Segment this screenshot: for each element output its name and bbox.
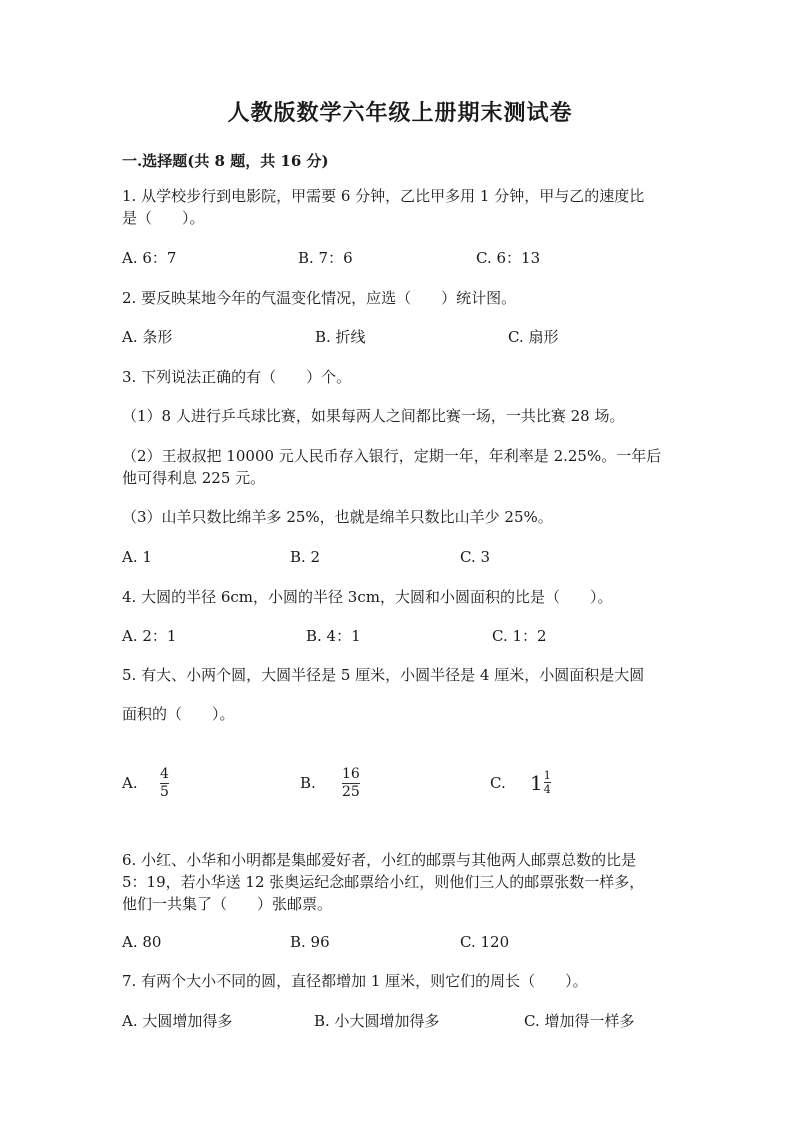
q5-option-c-mixed-number — [530, 770, 551, 795]
question-6-text-cont-1: 5：19，若小华送 12 张奥运纪念邮票给小红，则他们三人的邮票张数一样多， — [122, 873, 645, 891]
denominator: 4 — [543, 783, 551, 796]
denominator: 5 — [160, 784, 169, 800]
question-6-text: 6. 小红、小华和小明都是集邮爱好者，小红的邮票与其他两人邮票总数的比是 — [122, 851, 637, 869]
question-4-text: 4. 大圆的半径 6cm，小圆的半径 3cm，大圆和小圆面积的比是（ ）。 — [122, 588, 613, 606]
numerator: 4 — [160, 766, 169, 782]
q3-statement-3: （3）山羊只数比绵羊多 25%，也就是绵羊只数比山羊少 25%。 — [122, 508, 553, 526]
q3-statement-2-cont: 他可得利息 225 元。 — [122, 469, 266, 487]
question-1-text-cont: 是（ ）。 — [122, 209, 205, 227]
question-3-text: 3. 下列说法正确的有（ ）个。 — [122, 368, 352, 386]
q3-option-a: A. 1 — [122, 548, 152, 566]
question-6-text-cont-2: 他们一共集了（ ）张邮票。 — [122, 895, 333, 913]
q4-option-a: A. 2：1 — [122, 627, 177, 645]
q3-statement-1: （1）8 人进行乒乓球比赛，如果每两人之间都比赛一场，一共比赛 28 场。 — [122, 407, 625, 425]
question-5-text-cont: 面积的（ ）。 — [122, 705, 235, 723]
q5-option-b-label: B. — [300, 774, 316, 792]
q6-option-b: B. 96 — [290, 933, 330, 951]
question-1-text: 1. 从学校步行到电影院，甲需要 6 分钟，乙比甲多用 1 分钟，甲与乙的速度比 — [122, 187, 645, 205]
q1-option-b: B. 7：6 — [298, 249, 353, 267]
question-2-text: 2. 要反映某地今年的气温变化情况，应选（ ）统计图。 — [122, 289, 517, 307]
q2-option-c: C. 扇形 — [508, 328, 559, 346]
q7-option-b: B. 小大圆增加得多 — [314, 1012, 440, 1030]
numerator: 16 — [342, 766, 360, 782]
numerator: 1 — [543, 769, 551, 782]
q4-option-c: C. 1：2 — [492, 627, 547, 645]
fraction-part — [544, 770, 551, 795]
q3-option-b: B. 2 — [290, 548, 321, 566]
q5-option-c-label: C. — [490, 774, 506, 792]
question-5-text: 5. 有大、小两个圆，大圆半径是 5 厘米，小圆半径是 4 厘米，小圆面积是大圆 — [122, 666, 645, 684]
q5-option-b-fraction — [342, 767, 360, 800]
q7-option-a: A. 大圆增加得多 — [122, 1012, 233, 1030]
q6-option-a: A. 80 — [122, 933, 162, 951]
q1-option-c: C. 6：13 — [476, 249, 541, 267]
section-heading: 一.选择题(共 8 题，共 16 分) — [122, 152, 329, 170]
page-title: 人教版数学六年级上册期末测试卷 — [227, 100, 573, 126]
q1-option-a: A. 6：7 — [122, 249, 177, 267]
denominator: 25 — [342, 784, 360, 800]
q6-option-c: C. 120 — [460, 933, 510, 951]
q2-option-b: B. 折线 — [315, 328, 366, 346]
question-7-text: 7. 有两个大小不同的圆，直径都增加 1 厘米，则它们的周长（ ）。 — [122, 972, 588, 990]
q7-option-c: C. 增加得一样多 — [524, 1012, 635, 1030]
whole-part: 1 — [530, 770, 543, 795]
q5-option-a-label: A. — [122, 774, 138, 792]
q5-option-a-fraction — [160, 767, 169, 800]
q3-statement-2: （2）王叔叔把 10000 元人民币存入银行，定期一年，年利率是 2.25%。一年后 — [122, 447, 662, 465]
q4-option-b: B. 4：1 — [306, 627, 361, 645]
q2-option-a: A. 条形 — [122, 328, 173, 346]
q3-option-c: C. 3 — [460, 548, 491, 566]
